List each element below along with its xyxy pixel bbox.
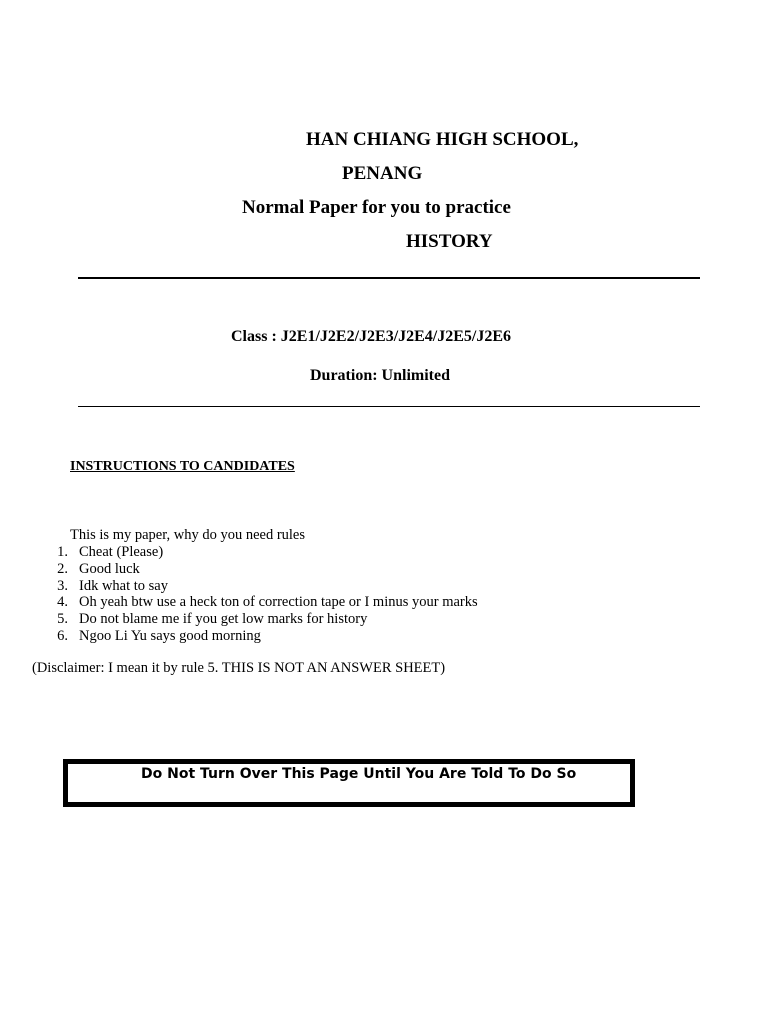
list-item-number: 1. [57, 544, 68, 560]
list-item [40, 561, 478, 578]
notice-text: Do Not Turn Over This Page Until You Are Told To Do So [141, 766, 577, 782]
list-item-number: 4. [57, 594, 68, 611]
list-item [40, 611, 478, 628]
list-item-number: 5. [57, 611, 68, 628]
duration-line: Duration: Unlimited [310, 367, 450, 384]
list-item-text: Good luck [79, 560, 140, 577]
class-line: Class : J2E1/J2E2/J2E3/J2E4/J2E5/J2E6 [231, 328, 512, 345]
list-item-number: 2. [57, 560, 68, 577]
disclaimer: (Disclaimer: I mean it by rule 5. THIS IS NOT AN ANSWER SHEET) [32, 660, 446, 676]
list-item-text: Ngoo Li Yu says good morning [79, 627, 261, 644]
list-item-text: Cheat (Please) [79, 544, 164, 560]
school-name-line2: PENANG [342, 163, 423, 184]
rules-list [40, 544, 478, 645]
list-item-text: Idk what to say [79, 577, 168, 594]
paper-type: Normal Paper for you to practice [242, 197, 511, 218]
list-item-number: 3. [57, 577, 68, 594]
instructions-intro: This is my paper, why do you need rules [70, 527, 306, 543]
list-item [40, 544, 478, 561]
list-item-text: Oh yeah btw use a heck ton of correction tape or I minus your marks [79, 594, 478, 611]
list-item [40, 578, 478, 595]
list-item-number: 6. [57, 627, 68, 644]
list-item-text: Do not blame me if you get low marks for history [79, 611, 368, 628]
instructions-heading: INSTRUCTIONS TO CANDIDATES [70, 459, 295, 474]
list-item [40, 628, 478, 645]
subject-title: HISTORY [406, 231, 493, 252]
notice-box [63, 759, 635, 807]
divider-top [78, 277, 700, 279]
school-name-line1: HAN CHIANG HIGH SCHOOL, [306, 129, 579, 150]
list-item [40, 594, 478, 611]
divider-bottom [78, 406, 700, 407]
